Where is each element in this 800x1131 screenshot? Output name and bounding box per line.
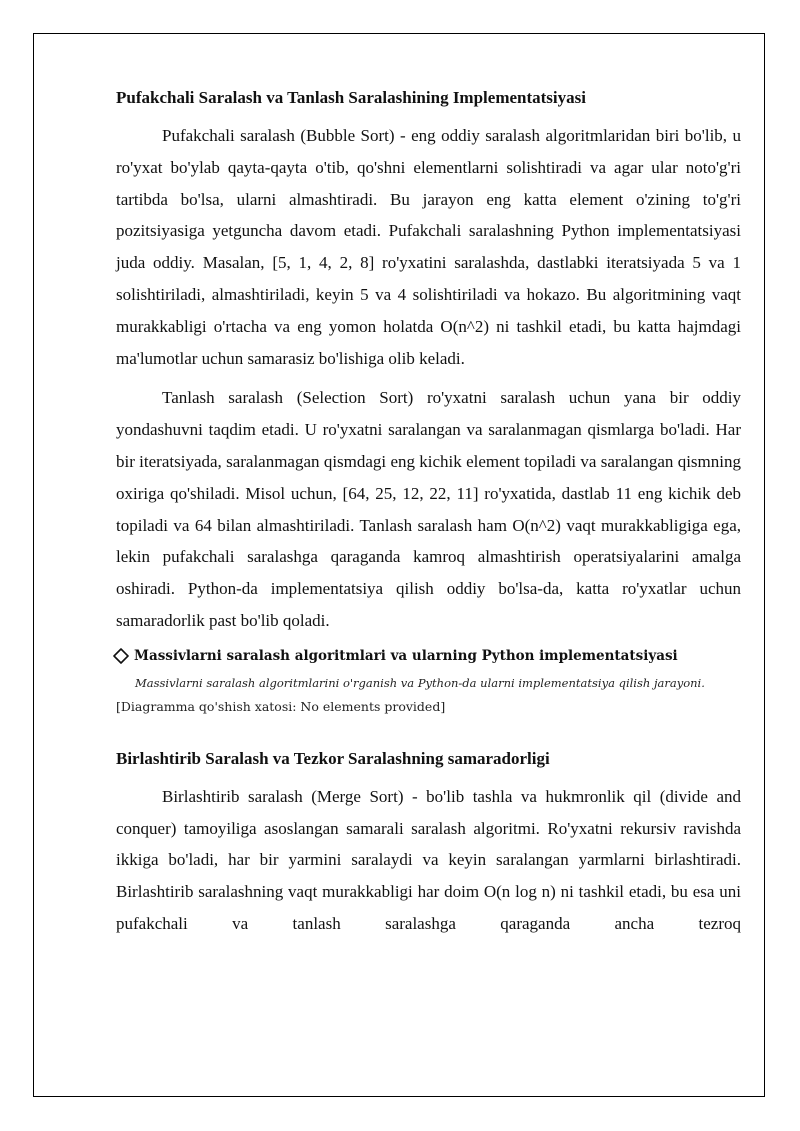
paragraph-selection-sort: Tanlash saralash (Selection Sort) ro'yxatni saralash uchun yana bir oddiy yondashuvni taqdim etadi. U ro'yxatni saralangan va saralanmagan qismlarga bo'ladi. Har bir iteratsiyada, saralanmagan qismdagi eng kichik element topiladi va saralangan qismning oxiriga qo'shiladi. Misol uchun, [64, 25, 12, 22, 11] ro'yxatida, dastlab 11 eng kichik deb topiladi va 64 bilan almashtiriladi. Tanlash saralash ham O(n^2) vaqt murakkabligiga ega, lekin pufakchali saralashga qaraganda kamroq almashtirish operatsiyalarini amalga oshiradi. Python-da implementatsiya qilish oddiy bo'lsa-da, katta ro'yxatlar uchun samaradorlik past bo'lib qoladi. bbox=[116, 388, 741, 630]
diagram-caption: Massivlarni saralash algoritmlarini o'rganish va Python-da ularni implementatsiya qilish jarayoni. bbox=[135, 675, 705, 690]
diagram-title-row bbox=[112, 645, 741, 667]
diagram-title: Massivlarni saralash algoritmlari va ularning Python implementatsiyasi bbox=[134, 647, 678, 664]
diagram-error-message: [Diagramma qo'shish xatosi: No elements provided] bbox=[116, 698, 446, 714]
section-heading-bubble-selection: Pufakchali Saralash va Tanlash Saralashining Implementatsiyasi bbox=[116, 88, 586, 107]
section-heading-merge-quick: Birlashtirib Saralash va Tezkor Saralashning samaradorligi bbox=[116, 748, 550, 768]
diagram-block bbox=[116, 645, 741, 717]
paragraph-bubble-sort: Pufakchali saralash (Bubble Sort) - eng oddiy saralash algoritmlaridan biri bo'lib, u ro'yxat bo'ylab qayta-qayta o'tib, qo'shni elementlarni solishtiradi va agar ular noto'g'ri tartibda bo'lsa, ularni almashtiradi. Bu jarayon eng katta element o'zining to'g'ri pozitsiyasiga yetguncha davom etadi. Pufakchali saralashning Python implementatsiyasi juda oddiy. Masalan, [5, 1, 4, 2, 8] ro'yxatini saralashda, dastlabki iteratsiyada 5 va 1 solishtiriladi, almashtiriladi, keyin 5 va 4 solishtiriladi va hokazo. Bu algoritmining vaqt murakkabligi o'rtacha va eng yomon holatda O(n^2) ni tashkil etadi, bu katta hajmdagi ma'lumotlar uchun samarasiz bo'lishiga olib keladi. bbox=[116, 126, 741, 368]
diamond-icon bbox=[112, 647, 130, 665]
document-content bbox=[116, 86, 741, 948]
paragraph-merge-sort: Birlashtirib saralash (Merge Sort) - bo'lib tashla va hukmronlik qil (divide and conquer) tamoyiliga asoslangan samarali saralash algoritmi. Ro'yxatni rekursiv ravishda ikkiga bo'ladi, har bir yarmini saralaydi va keyin saralangan yarmlarni birlashtiradi. Birlashtirib saralashning vaqt murakkabligi har doim O(n log n) ni tashkil etadi, bu esa uni pufakchali va tanlash saralashga qaraganda ancha tezroq bbox=[116, 786, 741, 933]
